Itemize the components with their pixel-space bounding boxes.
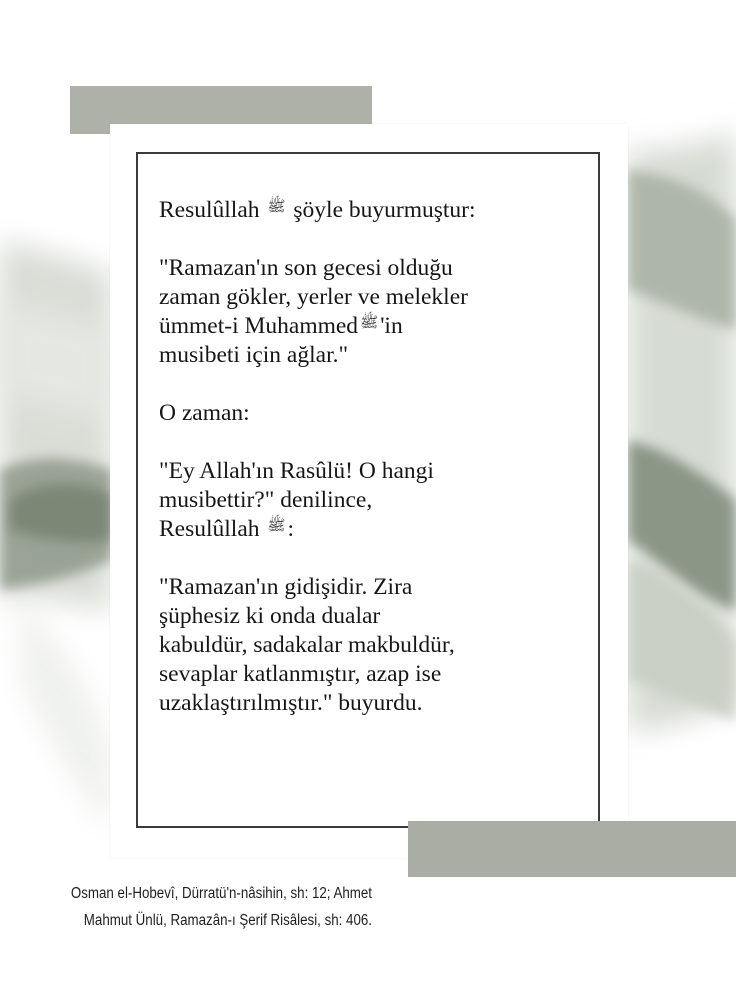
hadith-line: musibeti için ağlar."	[159, 342, 349, 368]
honorific-icon: ﷺ	[267, 197, 286, 215]
intro-line	[159, 196, 589, 225]
intro-paragraph	[159, 196, 589, 225]
honorific-icon: ﷺ	[360, 313, 379, 331]
question-paragraph	[159, 457, 589, 544]
question-line	[159, 515, 589, 544]
quote-text	[159, 196, 589, 747]
hadith-paragraph	[159, 254, 589, 370]
citation-line: Osman el-Hobevî, Dürratü'n-nâsihin, sh: 12; Ahmet	[70, 885, 373, 902]
hadith-line: zaman gökler, yerler ve melekler	[159, 284, 468, 310]
answer-line: sevaplar katlanmıştır, azap ise	[159, 661, 442, 687]
then-paragraph	[159, 399, 589, 428]
hadith-line-before: ümmet-i Muhammed	[159, 313, 359, 339]
citation-line: Mahmut Ünlü, Ramazân-ı Şerif Risâlesi, sh: 406.	[83, 912, 373, 929]
hadith-line	[159, 312, 589, 341]
answer-line: kabuldür, sadakalar makbuldür,	[159, 632, 455, 658]
answer-line: "Ramazan'ın gidişidir. Zira	[159, 574, 413, 600]
lower-watercolor-wash	[20, 600, 112, 830]
bottom-tape-strip	[408, 821, 736, 877]
question-line-after: :	[287, 516, 295, 542]
honorific-icon: ﷺ	[267, 516, 286, 534]
answer-paragraph	[159, 573, 589, 718]
intro-before: Resulûllah	[159, 197, 260, 223]
right-watercolor-wash	[628, 130, 736, 730]
intro-after: şöyle buyurmuştur:	[293, 197, 476, 223]
question-line-before: Resulûllah	[159, 516, 260, 542]
hadith-line: "Ramazan'ın son gecesi olduğu	[159, 255, 453, 281]
answer-line: uzaklaştırılmıştır." buyurdu.	[159, 690, 423, 716]
left-watercolor-wash	[0, 240, 112, 610]
hadith-line-after: 'in	[380, 313, 403, 339]
question-line: "Ey Allah'ın Rasûlü! O hangi	[159, 458, 434, 484]
answer-line: şüphesiz ki onda dualar	[159, 603, 381, 629]
question-line: musibettir?" denilince,	[159, 487, 373, 513]
citation	[52, 880, 372, 934]
then-line: O zaman:	[159, 400, 250, 426]
